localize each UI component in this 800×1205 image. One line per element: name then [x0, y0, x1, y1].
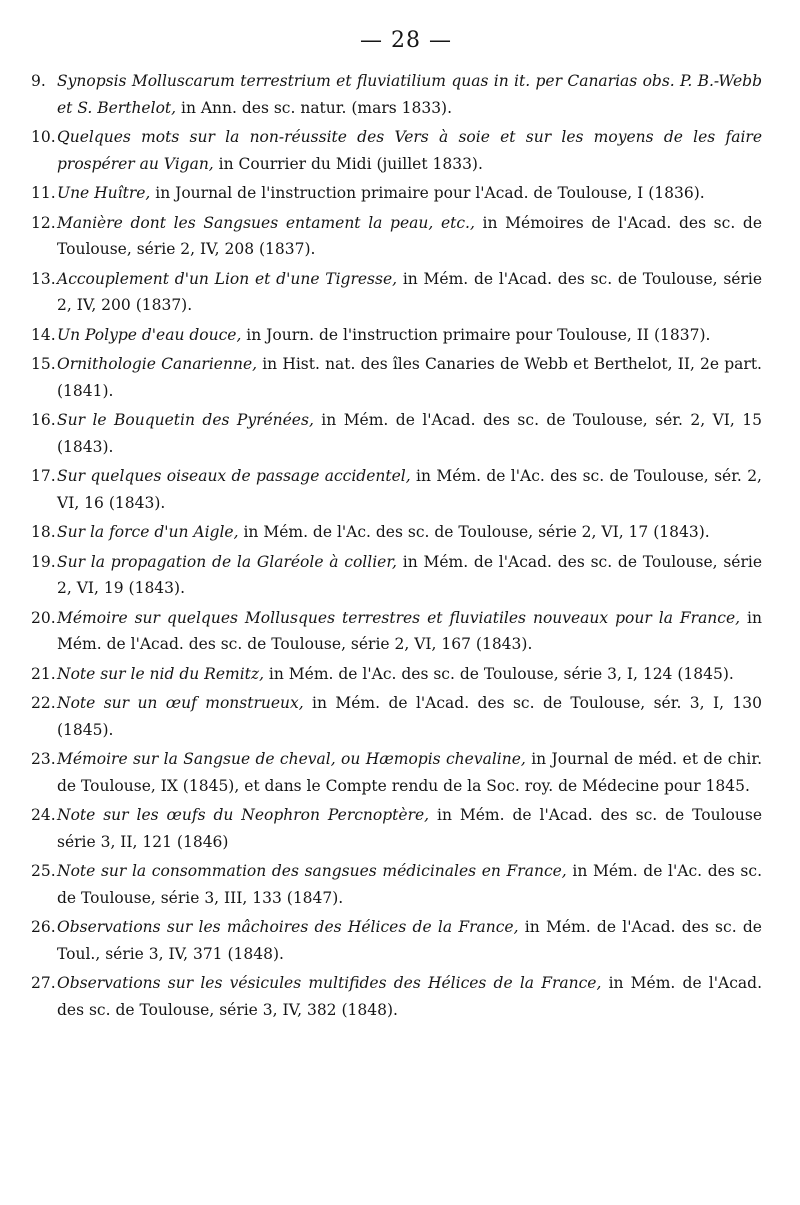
entry-number: 26.	[31, 918, 56, 936]
entry-reference: in Mémoires de l'Acad. des sc. de Toulouse, série 2, IV, 208 (1837).	[57, 213, 762, 258]
entry-reference: in Hist. nat. des îles Canaries de Webb et Berthelot, II, 2e part. (1841).	[57, 355, 762, 400]
entry-title: Sur la force d'un Aigle,	[57, 523, 239, 541]
bibliography-entry	[31, 746, 762, 799]
entry-number: 22.	[31, 694, 56, 712]
bibliography-entry	[31, 180, 762, 207]
entry-title: Une Huître,	[57, 184, 151, 202]
entry-reference: in Courrier du Midi (juillet 1833).	[213, 154, 483, 173]
entry-title: Note sur les œufs du Neophron Percnoptère,	[57, 806, 430, 824]
entry-title: Note sur le nid du Remitz,	[57, 664, 264, 683]
bibliography-entry	[31, 266, 762, 319]
entry-number: 12.	[31, 213, 56, 232]
entry-reference: in Mém. de l'Ac. des sc. de Toulouse, série 3, III, 133 (1847).	[57, 862, 762, 907]
entry-number: 24.	[31, 806, 56, 824]
entry-number: 20.	[31, 608, 56, 627]
entry-reference: in Mém. de l'Ac. des sc. de Toulouse, sér. 2, VI, 16 (1843).	[57, 467, 762, 512]
bibliography-entry	[31, 68, 762, 121]
entry-reference: in Mém. de l'Ac. des sc. de Toulouse, série 3, I, 124 (1845).	[264, 664, 734, 683]
bibliography-entry	[31, 549, 762, 602]
entry-number: 14.	[31, 325, 56, 344]
entry-title: Sur le Bouquetin des Pyrénées,	[57, 411, 314, 429]
bibliography-entry	[31, 605, 762, 658]
bibliography-entry	[31, 322, 762, 349]
entry-reference: in Mém. de l'Ac. des sc. de Toulouse, série 2, VI, 17 (1843).	[238, 523, 710, 541]
bibliography-entry	[31, 210, 762, 263]
entry-number: 9.	[31, 72, 46, 90]
page-number: — 28 —	[360, 28, 452, 53]
bibliography-entry	[31, 519, 762, 546]
bibliography-entry	[31, 690, 762, 743]
entry-number: 11.	[31, 184, 56, 202]
entry-title: Sur la propagation de la Glaréole à collier,	[57, 552, 397, 571]
bibliography-entry	[31, 914, 762, 967]
entry-number: 15.	[31, 355, 56, 373]
bibliography-entry	[31, 661, 762, 688]
entry-reference: in Mém. de l'Acad. des sc. de Toulouse, sér. 3, I, 130 (1845).	[57, 694, 762, 739]
entry-reference: in Journal de l'instruction primaire pour l'Acad. de Toulouse, I (1836).	[150, 184, 705, 202]
entry-reference: in Mém. de l'Acad. des sc. de Toulouse, série 3, IV, 382 (1848).	[57, 974, 762, 1019]
entry-title: Synopsis Molluscarum terrestrium et fluviatilium quas in it. per Canarias obs. P. B.-Webb et S. Berthelot,	[57, 72, 762, 117]
bibliography-entry	[31, 858, 762, 911]
entry-title: Observations sur les mâchoires des Hélices de la France,	[57, 918, 519, 936]
entry-title: Observations sur les vésicules multifides des Hélices de la France,	[57, 974, 602, 992]
entry-title: Ornithologie Canarienne,	[57, 355, 258, 373]
entry-reference: in Mém. de l'Acad. des sc. de Toulouse série 3, II, 121 (1846)	[57, 806, 762, 851]
bibliography-entry	[31, 970, 762, 1023]
entry-number: 17.	[31, 467, 56, 485]
entry-title: Quelques mots sur la non-réussite des Vers à soie et sur les moyens de les faire prospérer au Vigan,	[57, 128, 762, 173]
entry-reference: in Mém. de l'Acad. des sc. de Toulouse, série 2, IV, 200 (1837).	[57, 269, 762, 314]
entry-number: 18.	[31, 523, 56, 541]
bibliography-entry	[31, 351, 762, 404]
entry-title: Note sur la consommation des sangsues médicinales en France,	[57, 862, 567, 880]
entry-title: Note sur un œuf monstrueux,	[57, 694, 304, 712]
entry-title: Sur quelques oiseaux de passage accidentel,	[57, 467, 411, 485]
entry-title: Un Polype d'eau douce,	[57, 325, 242, 344]
bibliography-entry	[31, 463, 762, 516]
entry-number: 19.	[31, 552, 56, 571]
entry-number: 23.	[31, 750, 56, 768]
entry-reference: in Mém. de l'Acad. des sc. de Toulouse, sér. 2, VI, 15 (1843).	[57, 411, 763, 456]
bibliography-list	[31, 68, 763, 1023]
bibliography-entry	[31, 802, 762, 855]
entry-reference: in Journal de méd. et de chir. de Toulouse, IX (1845), et dans le Compte rendu de la Soc. roy. de Médecine pour 1845.	[57, 750, 762, 795]
entry-title: Mémoire sur la Sangsue de cheval, ou Hæmopis chevaline,	[57, 750, 526, 768]
entry-title: Mémoire sur quelques Mollusques terrestres et fluviatiles nouveaux pour la France,	[57, 608, 741, 627]
bibliography-entry	[31, 124, 762, 177]
entry-number: 13.	[31, 269, 56, 288]
entry-number: 10.	[31, 128, 56, 146]
entry-title: Manière dont les Sangsues entament la peau, etc.,	[57, 213, 475, 232]
entry-reference: in Journ. de l'instruction primaire pour Toulouse, II (1837).	[241, 325, 711, 344]
entry-number: 25.	[31, 862, 56, 880]
entry-reference: in Mém. de l'Acad. des sc. de Toul., série 3, IV, 371 (1848).	[57, 918, 762, 963]
bibliography-entry	[31, 407, 763, 460]
entry-number: 16.	[31, 411, 56, 429]
entry-number: 21.	[31, 664, 56, 683]
entry-reference: in Ann. des sc. natur. (mars 1833).	[176, 98, 453, 117]
entry-title: Accouplement d'un Lion et d'une Tigresse,	[57, 269, 398, 288]
entry-reference: in Mém. de l'Acad. des sc. de Toulouse, série 2, VI, 19 (1843).	[57, 552, 762, 597]
entry-reference: in Mém. de l'Acad. des sc. de Toulouse, série 2, VI, 167 (1843).	[57, 608, 762, 653]
entry-number: 27.	[31, 974, 56, 992]
